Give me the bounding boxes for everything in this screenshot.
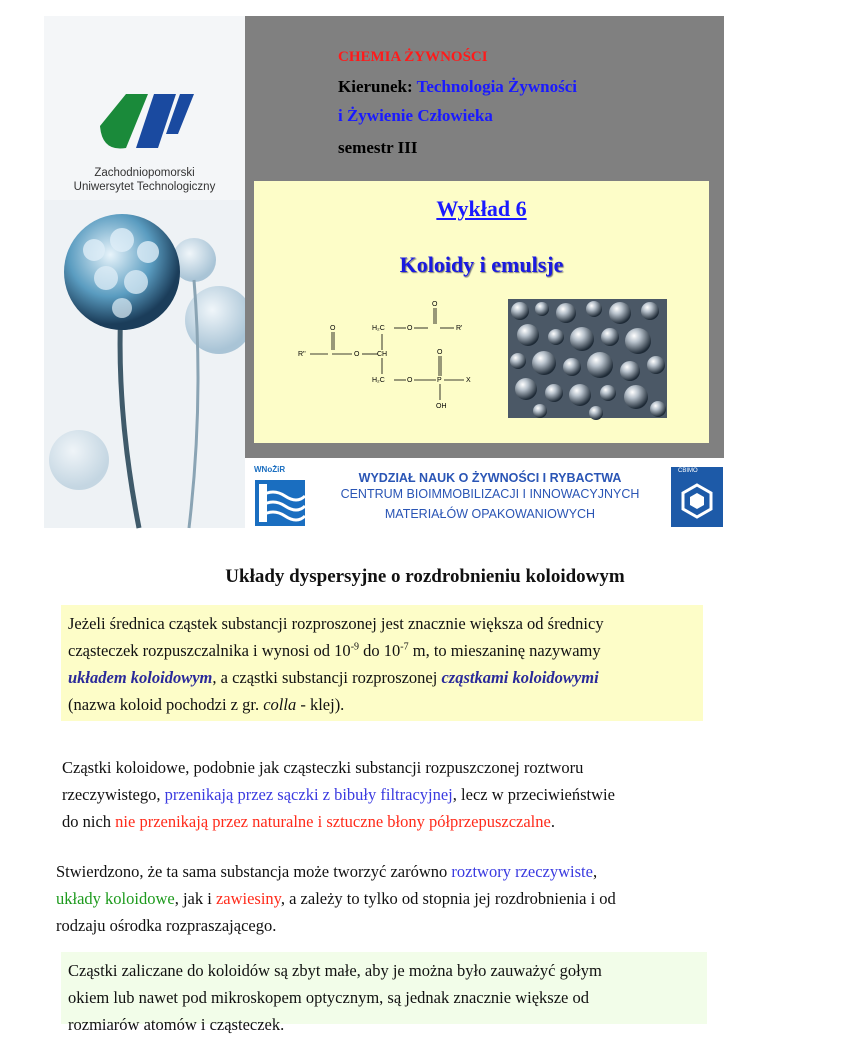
emulsion-droplets-image [508, 299, 667, 418]
structure-label-h2c-bottom: H₂C [372, 377, 385, 384]
center-logo-label: CBIMO [678, 468, 698, 474]
center-name-line2: MATERIAŁÓW OPAKOWANIOWYCH [384, 507, 596, 521]
structure-label-o5: O [407, 377, 413, 384]
structure-label-h2c-top: H₂C [372, 325, 385, 332]
direction-value-line1: Technologia Żywności [416, 77, 577, 96]
term-czastki-koloidowe: cząstkami koloidowymi [441, 668, 599, 687]
university-logo-icon [96, 86, 196, 156]
faculty-name: WYDZIAŁ NAUK O ŻYWNOŚCI I RYBACTWA [358, 471, 622, 485]
size-paragraph: Cząstki zaliczane do koloidów są zbyt małe, aby je można było zauważyć gołym okiem lub nawet pod mikroskopem optycznym, są jednak znacznie większe od rozmiarów atomów i cząsteczek. [61, 952, 707, 1024]
phospholipid-structure-diagram [290, 296, 490, 416]
structure-label-o2: O [354, 351, 360, 358]
structure-label-r1: R' [456, 325, 463, 332]
structure-label-p: P [437, 377, 442, 384]
university-name-line2: Uniwersytet Technologiczny [73, 181, 216, 193]
definition-paragraph: Jeżeli średnica cząstek substancji rozproszonej jest znacznie większa od średnicy cząsteczek rozpuszczalnika i wynosi od $10^{-9}$ do $10^{-7}$ m, to mieszaninę nazywamy układem koloidowym, a cząstki substancji rozproszonej cząstkami koloidowymi (nazwa koloid pochodzi z gr. colla - klej). [61, 605, 703, 721]
section-title: Układy dyspersyjne o rozdrobnieniu koloidowym [225, 566, 625, 587]
structure-label-o6: O [437, 349, 443, 356]
faculty-logo-label: WNoŻiR [254, 465, 286, 474]
filtration-paragraph: Cząstki koloidowe, podobnie jak cząsteczki substancji rozpuszczonej roztworu rzeczywistego, przenikają przez sączki z bibuły filtracyjnej, lecz w przeciwieństwie do nich nie przenikają przez naturalne i sztuczne błony półprzepuszczalne. [62, 758, 615, 831]
structure-label-ch: CH [377, 351, 388, 358]
structure-label-o3: O [407, 325, 413, 332]
structure-label-o1: O [330, 325, 336, 332]
semester: semestr III [338, 138, 418, 157]
structure-label-x: X [466, 377, 471, 384]
lecture-topic: Koloidy i emulsje [399, 252, 564, 277]
flower-image [44, 200, 245, 528]
center-logo-icon [671, 467, 723, 527]
lecture-number: Wykład 6 [436, 196, 527, 221]
faculty-logo-icon [255, 466, 305, 526]
structure-label-oh: OH [436, 403, 447, 410]
structure-label-r2: R'' [298, 351, 306, 358]
term-uklad-koloidowy: układem koloidowym [68, 668, 213, 687]
direction-label: Kierunek: Technologia Żywności [338, 77, 577, 96]
university-name-line1: Zachodniopomorski [94, 167, 195, 179]
direction-value-line2: i Żywienie Człowieka [338, 106, 493, 125]
structure-label-o4: O [432, 301, 438, 308]
course-title: CHEMIA ŻYWNOŚCI [338, 49, 488, 65]
center-name-line1: CENTRUM BIOIMMOBILIZACJI I INNOWACYJNYCH [340, 487, 640, 501]
dispersion-paragraph: Stwierdzono, że ta sama substancja może tworzyć zarówno roztwory rzeczywiste, układy koloidowe, jak i zawiesiny, a zależy to tylko od stopnia jej rozdrobnienia i od rodzaju ośrodka rozpraszającego. [56, 862, 616, 935]
